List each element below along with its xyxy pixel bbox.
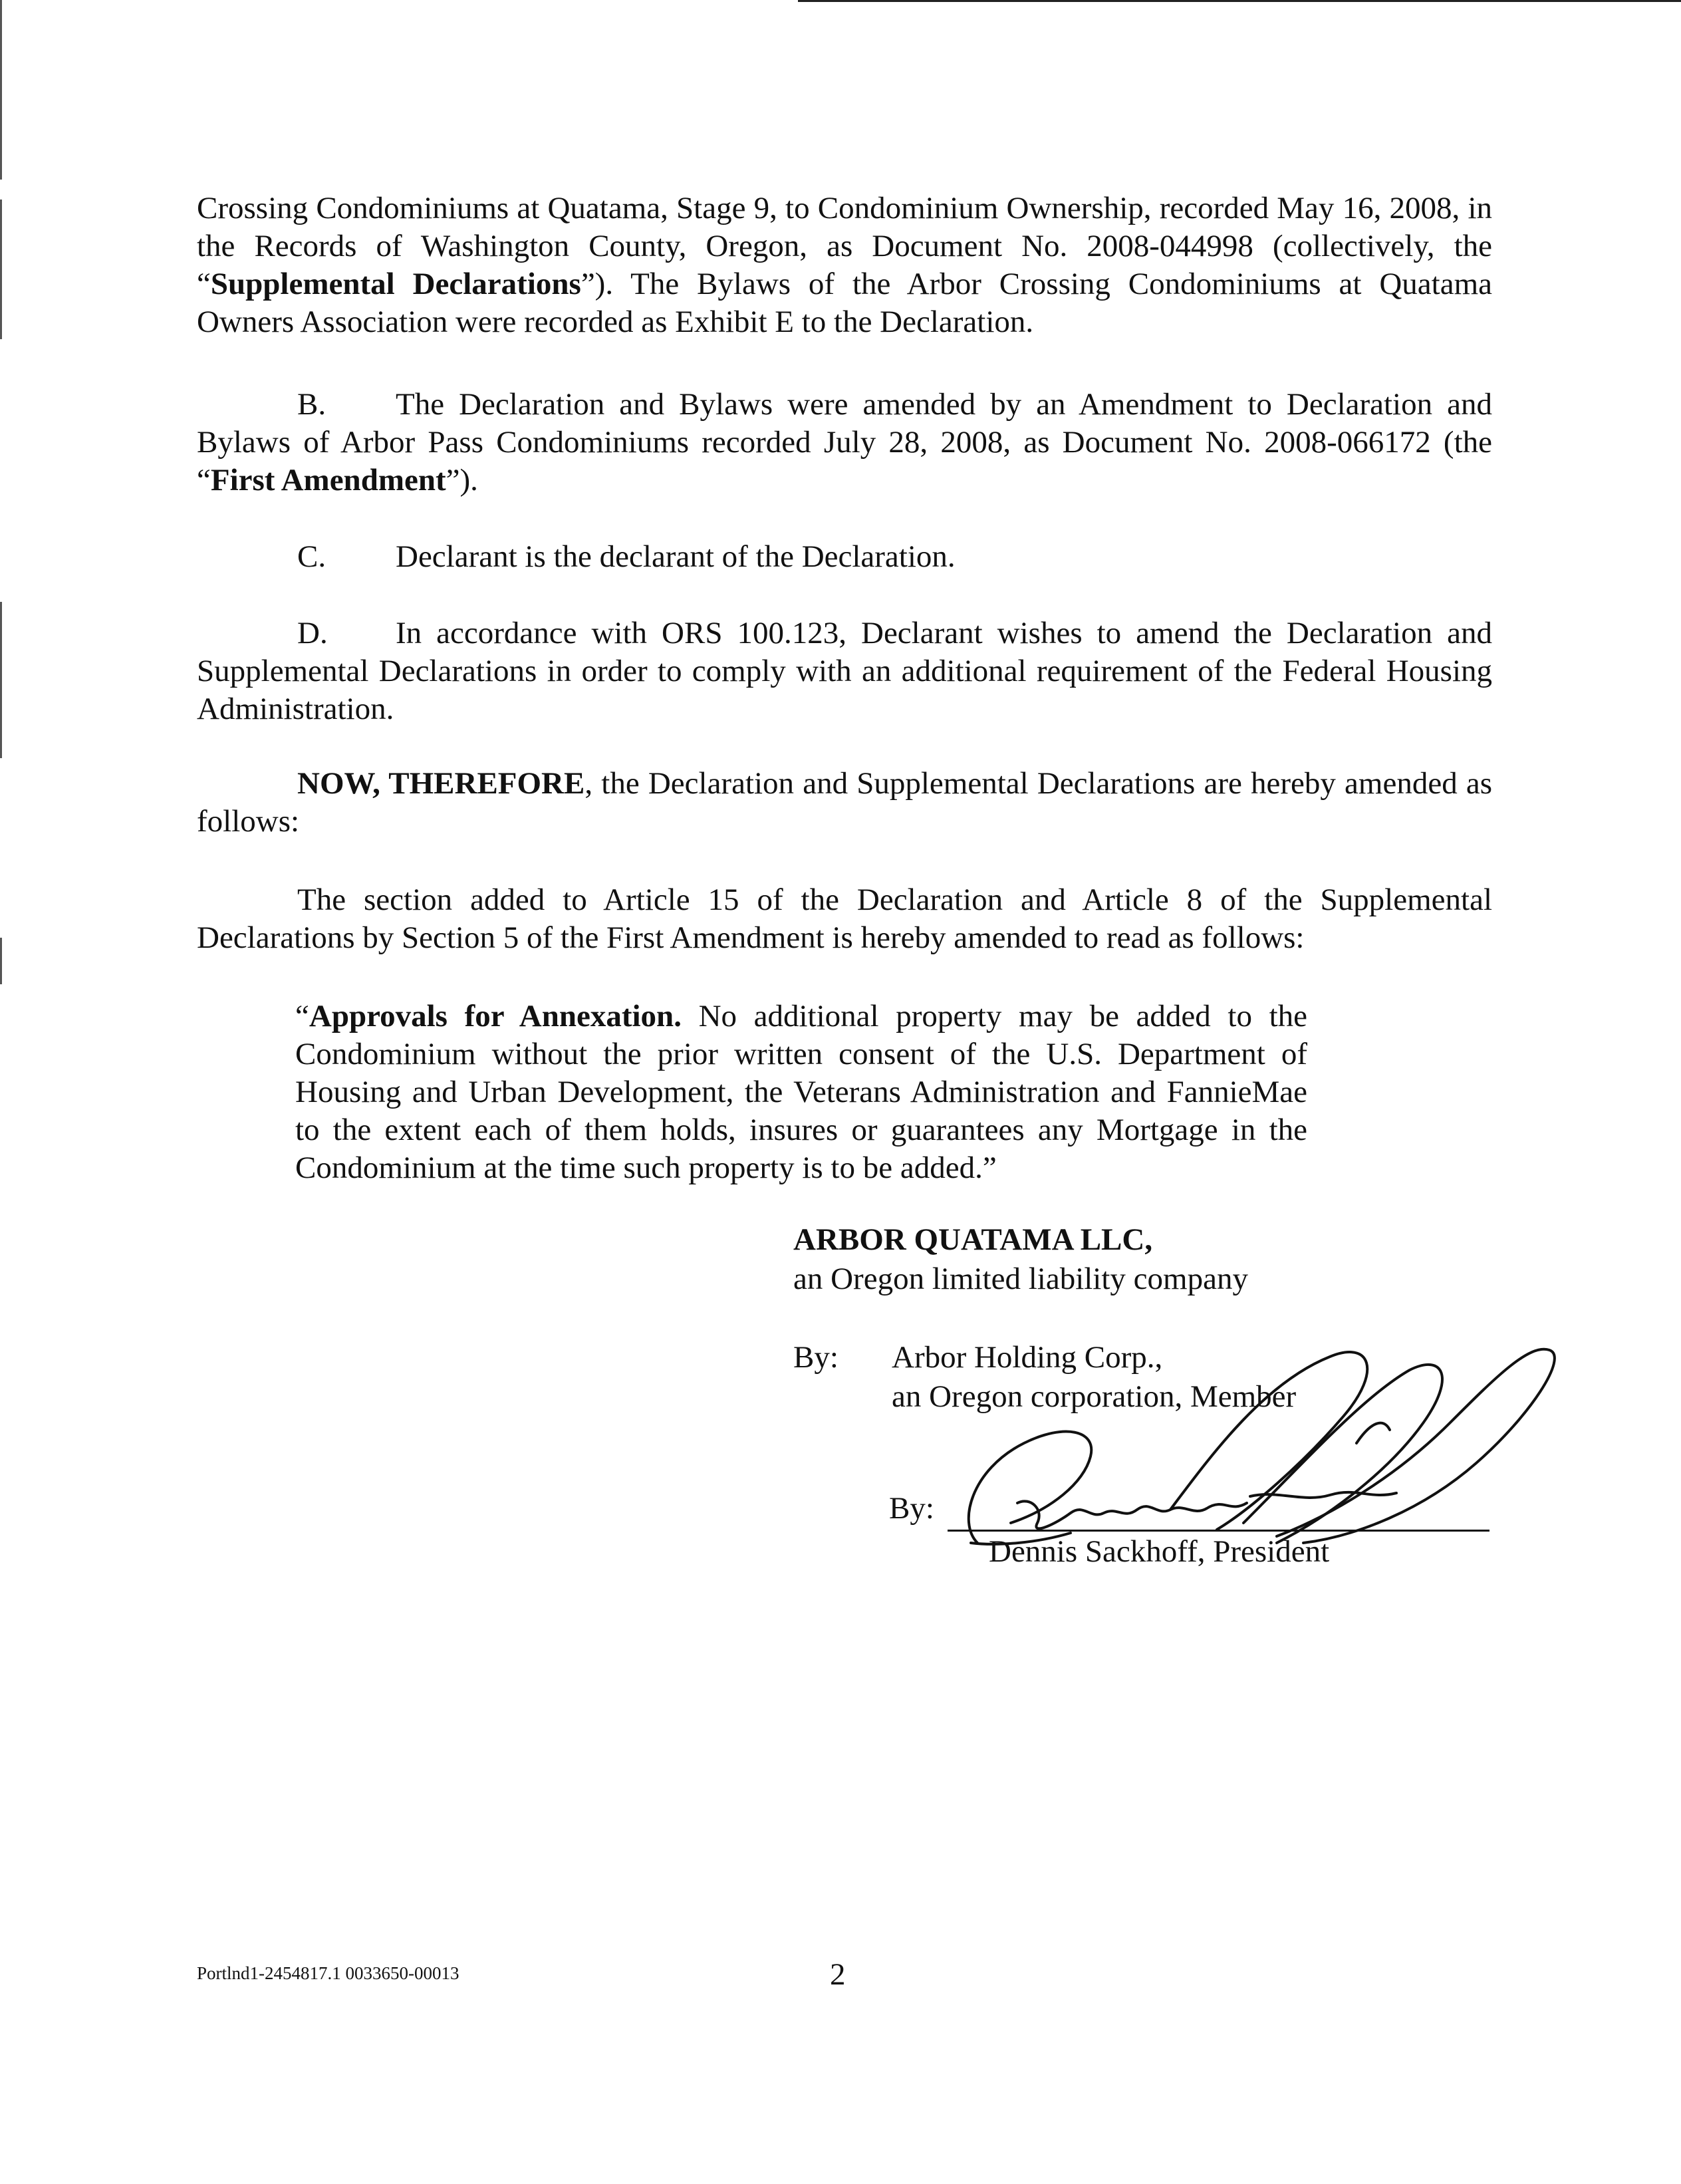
- quote-heading: Approvals for Annexation.: [309, 999, 682, 1033]
- handwritten-signature: [931, 1343, 1563, 1563]
- signer-name: Dennis Sackhoff, President: [989, 1534, 1330, 1569]
- company-name: ARBOR QUATAMA LLC,: [793, 1222, 1153, 1257]
- scan-margin-mark: [0, 200, 2, 339]
- amendment-intro-paragraph: The section added to Article 15 of the Declaration and Article 8 of the Supplemental Declarations by Section 5 of the First Amendment is hereby amended to read as follows:: [197, 883, 1492, 955]
- document-id: Portlnd1-2454817.1 0033650-00013: [197, 1963, 459, 1983]
- scan-margin-mark: [0, 938, 2, 984]
- now-therefore-paragraph: NOW, THEREFORE, the Declaration and Supplemental Declarations are hereby amended as follows:: [197, 766, 1492, 839]
- defined-term-supplemental-declarations: Supplemental Declarations: [210, 267, 581, 301]
- member-name: Arbor Holding Corp.,: [892, 1340, 1163, 1375]
- defined-term-first-amendment: First Amendment: [210, 463, 446, 497]
- recital-c-label: C.: [297, 539, 326, 574]
- recital-d: D. In accordance with ORS 100.123, Declarant wishes to amend the Declaration and Supplemental Declarations in order to comply with an additional requirement of the Federal Housing Administration.: [197, 616, 1492, 726]
- page-number: 2: [830, 1957, 846, 1992]
- recital-a-continuation: Crossing Condominiums at Quatama, Stage 9, to Condominium Ownership, recorded May 16, 2008, in the Records of Washington County, Oregon, as Document No. 2008-044998 (collectively, the “Supplemental Declarations”). The Bylaws of the Arbor Crossing Condominiums at Quatama Owners Association were recorded as Exhibit E to the Declaration.: [197, 191, 1492, 339]
- approvals-for-annexation-quote: “Approvals for Annexation. No additional property may be added to the Condominium without the prior written consent of the U.S. Department of Housing and Urban Development, the Veterans Administration and FannieMae to the extent each of them holds, insures or guarantees any Mortgage in the Condominium at the time such property is to be added.”: [295, 999, 1307, 1185]
- recital-b-label: B.: [297, 387, 326, 422]
- member-description: an Oregon corporation, Member: [892, 1379, 1297, 1414]
- now-therefore-heading: NOW, THEREFORE: [297, 766, 585, 801]
- recital-c: C. Declarant is the declarant of the Declaration.: [197, 538, 1492, 576]
- by-label-2: By:: [889, 1491, 934, 1526]
- scan-top-edge: [798, 0, 1681, 2]
- scan-margin-mark: [0, 0, 2, 180]
- by-label-1: By:: [793, 1340, 839, 1375]
- scan-margin-mark: [0, 602, 2, 758]
- recital-b: B. The Declaration and Bylaws were amended by an Amendment to Declaration and Bylaws of Arbor Pass Condominiums recorded July 28, 2008, as Document No. 2008-066172 (the “First Amendment”).: [197, 387, 1492, 497]
- company-description: an Oregon limited liability company: [793, 1262, 1248, 1296]
- recital-d-label: D.: [297, 616, 328, 650]
